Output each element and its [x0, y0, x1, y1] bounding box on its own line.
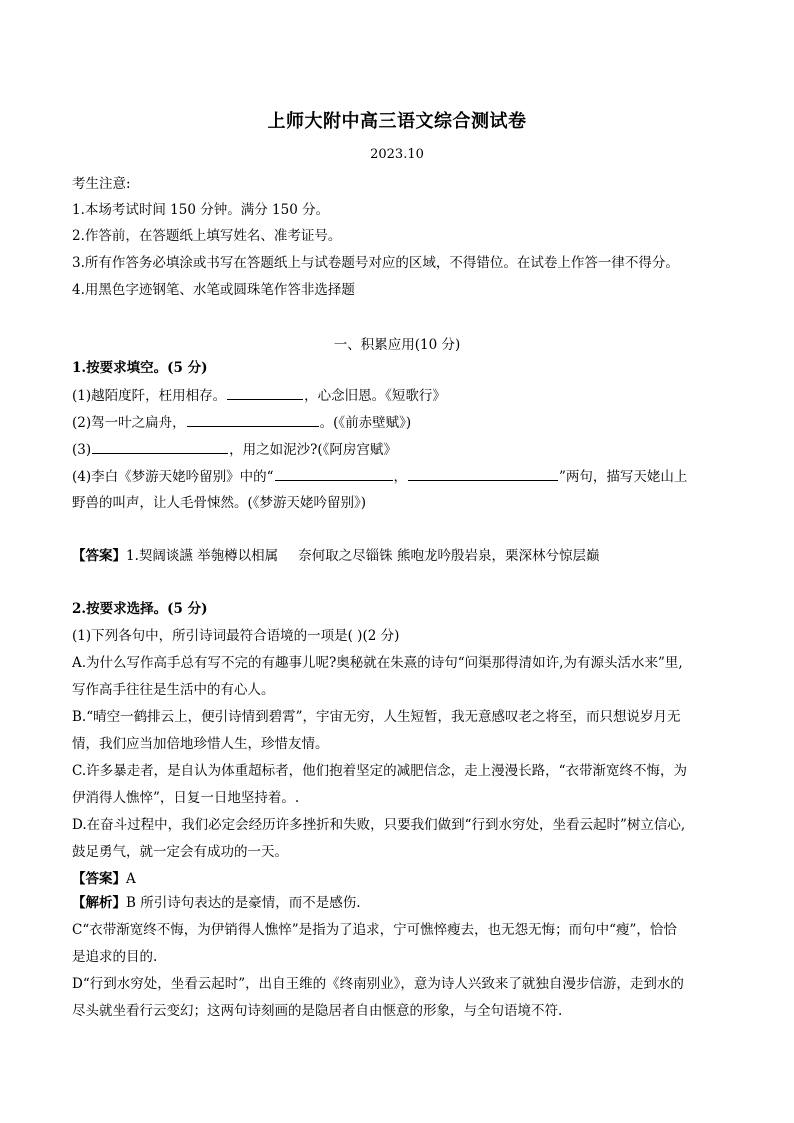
- fill-blank[interactable]: [187, 413, 319, 427]
- q2-option-d-cont: 鼓足勇气，就一定会有成功的一天。: [72, 844, 288, 860]
- fill-blank[interactable]: [92, 440, 228, 454]
- q2-analysis-text-1: B 所引诗句表达的是豪情，而不是感伤.: [126, 895, 361, 911]
- exam-date: 2023.10: [370, 147, 424, 162]
- q2-option-b-cont: 情，我们应当加倍地珍惜人生，珍惜友情。: [72, 736, 329, 752]
- q2-option-a: A.为什么写作高手总有写不完的有趣事儿呢?奥秘就在朱熹的诗句“问渠那得清如许,为有源头活水来”里,: [72, 655, 683, 671]
- notice-item-1: 1.本场考试时间 150 分钟。满分 150 分。: [72, 202, 330, 218]
- q1-item-3: [72, 440, 397, 459]
- fill-blank[interactable]: [275, 467, 393, 481]
- q1-item-2-pre: (2)驾一叶之扁舟，: [72, 415, 186, 431]
- q2-option-b: B.“晴空一鹤排云上，便引诗情到碧霄”，宇宙无穷，人生短暂，我无意感叹老之将至，而只想说岁月无: [72, 709, 681, 725]
- analysis-label: 【解析】: [72, 895, 126, 911]
- q1-stem: 1.按要求填空。(5 分): [72, 360, 208, 376]
- q2-analysis-3: 是追求的目的.: [72, 949, 158, 965]
- q2-answer-value: A: [126, 871, 136, 887]
- notice-item-2: 2.作答前，在答题纸上填写姓名、准考证号。: [72, 228, 342, 244]
- q2-stem: 2.按要求选择。(5 分): [72, 601, 208, 617]
- q2-analysis-5: 尽头就坐看行云变幻；这两句诗刻画的是隐居者自由惬意的形象，与全句语境不符.: [72, 1003, 563, 1019]
- q1-answer: [72, 547, 599, 565]
- answer-label: 【答案】: [72, 871, 126, 887]
- notice-item-4: 4.用黑色字迹钢笔、水笔或圆珠笔作答非选择题: [72, 282, 355, 298]
- q1-item-2: [72, 413, 411, 432]
- q2-option-d: D.在奋斗过程中，我们必定会经历许多挫折和失败，只要我们做到“行到水穷处，坐看云起时”树立信心,: [72, 817, 686, 833]
- answer-label: 【答案】: [72, 548, 126, 564]
- q1-item-4-mid: ，: [393, 469, 408, 485]
- q1-item-1-pre: (1)越陌度阡，枉用相存。: [72, 388, 227, 404]
- q1-item-1-post: ，心念旧恩。《短歌行》: [304, 388, 446, 404]
- q1-item-4-cont: 野兽的叫声，让人毛骨悚然。(《梦游天姥吟留别》): [72, 495, 367, 511]
- page-title: 上师大附中高三语文综合测试卷: [267, 111, 527, 132]
- q2-answer: [72, 870, 136, 888]
- q2-analysis-4: D“行到水穷处，坐看云起时”，出自王维的《终南别业》，意为诗人兴致来了就独自漫步信游，走到水的: [72, 976, 684, 992]
- q1-item-4-pre: (4)李白《梦游天姥吟留别》中的“: [72, 469, 274, 485]
- q1-item-4: [72, 467, 687, 486]
- q2-option-c-cont: 伊消得人憔悴”，日复一日地坚持着。.: [72, 790, 300, 806]
- notice-item-3: 3.所有作答务必填涂或书写在答题纸上与试卷题号对应的区域，不得错位。在试卷上作答一律不得分。: [72, 255, 679, 271]
- q1-item-3-pre: (3): [72, 442, 92, 458]
- q2-option-c: C.许多暴走者，是自认为体重超标者，他们抱着坚定的减肥信念，走上漫漫长路，“衣带渐宽终不悔，为: [72, 763, 688, 779]
- q1-item-2-post: 。(《前赤壁赋》): [319, 415, 412, 431]
- q1-answer-text-b: 奈何取之尽锱铢 熊咆龙吟殷岩泉，栗深林兮惊层巅: [298, 548, 600, 564]
- q1-answer-text-a: 1.契阔谈讌 举匏樽以相属: [126, 548, 279, 564]
- q1-item-4-post: ”两句，描写天姥山上: [559, 469, 688, 485]
- fill-blank[interactable]: [408, 467, 558, 481]
- fill-blank[interactable]: [227, 386, 303, 400]
- q2-sub-1: (1)下列各句中，所引诗词最符合语境的一项是( )(2 分): [72, 628, 400, 644]
- section-heading: 一、积累应用(10 分): [333, 337, 461, 353]
- q2-option-a-cont: 写作高手往往是生活中的有心人。: [72, 682, 275, 698]
- q1-item-1: [72, 386, 446, 405]
- q2-analysis-2: C“衣带渐宽终不悔，为伊销得人憔悴”是指为了追求，宁可憔悴瘦去，也无怨无悔；而句中“瘦”，恰恰: [72, 922, 677, 938]
- q1-item-3-post: ，用之如泥沙?(《阿房宫赋》: [229, 442, 397, 458]
- notice-heading: 考生注意:: [72, 176, 131, 192]
- q2-analysis: [72, 894, 361, 912]
